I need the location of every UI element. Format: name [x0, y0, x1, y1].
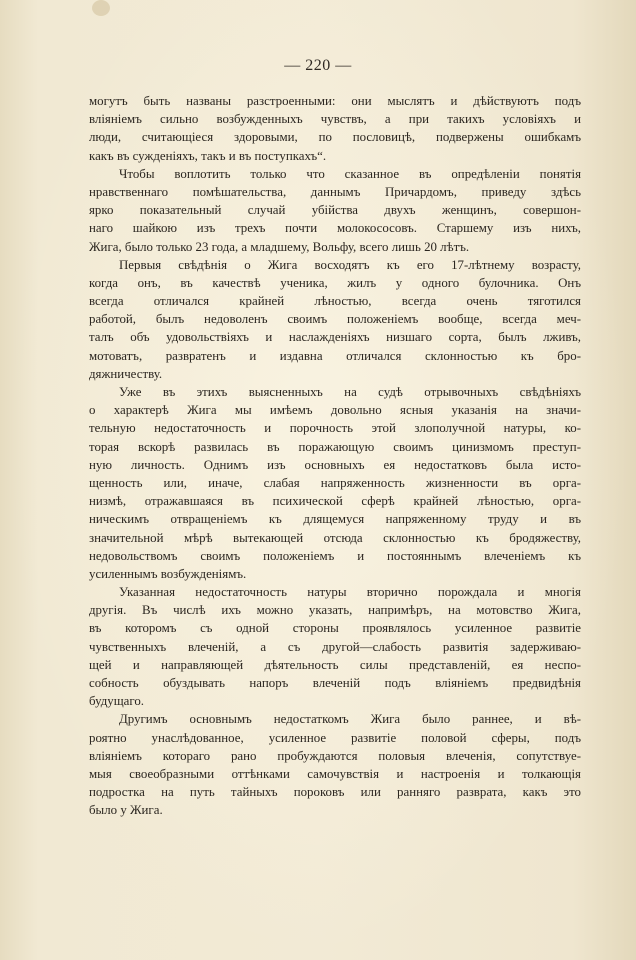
- text-line: ническимъ отвращеніемъ къ длящемуся напряженному труду и въ: [89, 512, 581, 527]
- text-line: Первыя свѣдѣнія о Жига восходятъ къ его 17-лѣтнему возрасту,: [119, 257, 581, 272]
- paper-stain: [92, 0, 110, 16]
- text-line: когда онъ, въ качествѣ ученика, жилъ у одного булочника. Онъ: [89, 275, 581, 290]
- text-line: чувственныхъ влеченій, а съ другой—слабость развитія задерживаю-: [89, 639, 581, 654]
- text-line: торая вскорѣ развилась въ поражающую своимъ цинизмомъ преступ-: [89, 439, 581, 454]
- text-line: ную личность. Однимъ изъ основныхъ ея недостатковъ была исто-: [89, 457, 581, 472]
- paragraph: [89, 383, 581, 583]
- text-line: Уже въ этихъ выясненныхъ на судѣ отрывочныхъ свѣдѣніяхъ: [119, 385, 581, 399]
- text-line: щенность или, иначе, слабая напряженность жизненности въ орга-: [89, 475, 581, 490]
- text-line: нравственнаго помѣшательства, даннымъ Причардомъ, приведу здѣсь: [89, 184, 581, 199]
- text-line: всегда отличался крайней лѣностью, всегда очень тяготился: [89, 294, 581, 309]
- text-line: усиленнымъ возбужденіямъ.: [89, 566, 247, 581]
- paragraph: [89, 256, 581, 383]
- text-line: щей и направляющей дѣятельность силы представленій, ея неспо-: [89, 657, 581, 672]
- text-line: вліяніемъ котораго рано пробуждаются половыя влеченія, сопутствуе-: [89, 748, 581, 763]
- text-line: будущаго.: [89, 694, 144, 709]
- text-line: люди, считающіеся здоровыми, по пословицѣ, подвержены ошибкамъ: [89, 130, 581, 145]
- body-text: [89, 92, 581, 820]
- paragraph: [89, 710, 581, 819]
- text-line: было у Жига.: [89, 803, 163, 818]
- text-line: подростка на путь тайныхъ пороковъ или ранняго разврата, какъ это: [89, 785, 581, 800]
- text-line: въ которомъ съ одной стороны проявлялось усиленное развитіе: [89, 621, 581, 636]
- text-line: низмѣ, отражавшаяся въ психической сферѣ крайней лѣностью, орга-: [89, 494, 581, 509]
- text-line: вліяніемъ сильно возбужденныхъ чувствъ, а при такихъ условіяхъ и: [89, 112, 581, 127]
- page-number: — 220 —: [284, 57, 352, 74]
- text-line: другія. Въ числѣ ихъ можно указать, напримѣръ, на мотовство Жига,: [89, 603, 581, 618]
- text-line: Другимъ основнымъ недостаткомъ Жига было раннее, и вѣ-: [119, 712, 581, 727]
- text-line: тельную недостаточность и порочность этой злополучной натуры, ко-: [89, 421, 581, 436]
- text-line: наго шайкою изъ трехъ почти молокососовъ. Старшему изъ нихъ,: [89, 221, 581, 236]
- text-line: недовольствомъ своимъ положеніемъ и постояннымъ влеченіемъ къ: [89, 548, 581, 563]
- text-line: Жига, было только 23 года, а младшему, Вольфу, всего лишь 20 лѣтъ.: [89, 239, 470, 254]
- paragraph: [89, 165, 581, 256]
- text-line: работой, былъ недоволенъ своимъ положеніемъ вообще, всегда меч-: [89, 312, 581, 327]
- paragraph: [89, 92, 581, 165]
- text-line: дяжничеству.: [89, 366, 163, 381]
- text-line: мотоватъ, развратенъ и издавна отличался склонностью къ бро-: [89, 348, 581, 363]
- text-line: какъ въ сужденіяхъ, такъ и въ поступкахъ“.: [89, 148, 327, 163]
- text-line: Указанная недостаточность натуры вторично порождала и многія: [119, 585, 581, 600]
- text-line: значительной мѣрѣ вытекающей отсюда склонностью къ бродяжеству,: [89, 530, 581, 545]
- text-line: Чтобы воплотить только что сказанное въ опредѣленіи понятія: [119, 166, 581, 181]
- text-line: собность обуздывать напоръ влеченій подъ вліяніемъ предвидѣнія: [89, 676, 581, 690]
- text-line: талъ объ удовольствіяхъ и наслажденіяхъ низшаго сорта, былъ лживъ,: [89, 330, 581, 345]
- text-line: ярко показательный случай убійства двухъ женщинъ, совершон-: [89, 203, 581, 218]
- paragraph: [89, 583, 581, 710]
- text-line: могутъ быть названы разстроенными: они мыслятъ и дѣйствуютъ подъ: [89, 94, 581, 108]
- text-line: мыя своеобразными оттѣнками самочувствія и настроенія и толкающія: [89, 766, 581, 781]
- text-line: роятно унаслѣдованное, усиленное развитіе половой сферы, подъ: [89, 730, 581, 745]
- text-line: о характерѣ Жига мы имѣемъ довольно ясныя указанія на значи-: [89, 403, 581, 418]
